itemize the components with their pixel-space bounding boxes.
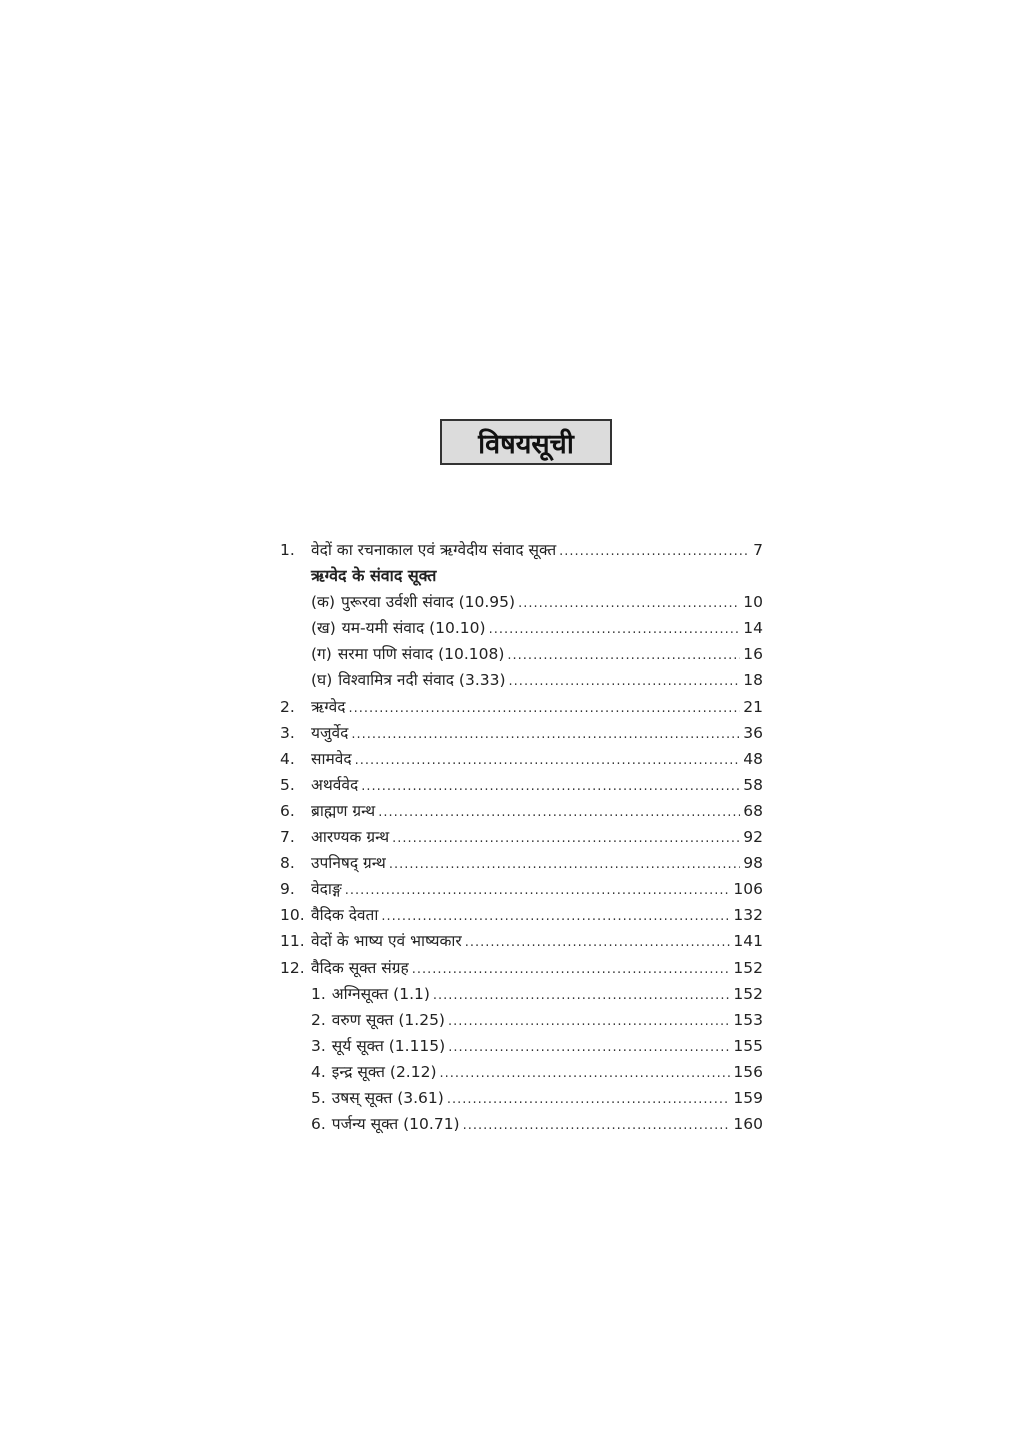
toc-subentry-number: 5. <box>311 1088 326 1107</box>
toc-page-number: 7 <box>753 541 763 559</box>
dot-leader <box>465 935 731 950</box>
dot-leader <box>518 596 740 611</box>
toc-entry-number: 9. <box>280 880 295 899</box>
toc-page-number: 10 <box>743 593 763 612</box>
toc-entry[interactable] <box>280 1086 763 1112</box>
toc-entry-label: यम-यमी संवाद (10.10) <box>341 619 486 638</box>
toc-page-number: 58 <box>743 775 763 794</box>
toc-entry[interactable] <box>280 616 763 642</box>
toc-subentry-number: (ख) <box>311 619 336 638</box>
toc-subentry-number: 2. <box>311 1010 326 1029</box>
toc-subentry-number: (ग) <box>311 645 332 664</box>
dot-leader <box>447 1092 731 1107</box>
toc-entry-label: वेदों का रचनाकाल एवं ऋग्वेदीय संवाद सूक्त <box>311 541 557 559</box>
dot-leader <box>348 701 740 716</box>
toc-entry-number: 6. <box>280 801 295 820</box>
toc-entry-label: यजुर्वेद <box>311 723 349 742</box>
dot-leader <box>448 1040 730 1055</box>
toc-section-heading <box>280 564 763 590</box>
toc-entry-label: सरमा पणि संवाद (10.108) <box>337 645 505 664</box>
toc-entry-number: 11. <box>280 932 305 951</box>
toc-entry-number: 8. <box>280 854 295 873</box>
toc-entry[interactable] <box>280 956 763 982</box>
toc-subentry-number: 4. <box>311 1062 326 1081</box>
toc-entry-number: 1. <box>280 541 295 559</box>
toc-subentry-number: 3. <box>311 1036 326 1055</box>
toc-entry-label: इन्द्र सूक्त (2.12) <box>331 1062 437 1081</box>
toc-page-number: 156 <box>733 1062 763 1081</box>
dot-leader <box>351 727 740 742</box>
toc-entry-label: सूर्य सूक्त (1.115) <box>331 1036 446 1055</box>
toc-page-number: 92 <box>743 828 763 847</box>
toc-page-number: 21 <box>743 697 763 716</box>
dot-leader <box>507 648 740 663</box>
toc-entry[interactable] <box>280 747 763 773</box>
toc-page-number: 16 <box>743 645 763 664</box>
toc-page-number: 155 <box>733 1036 763 1055</box>
toc-entry-label: उपनिषद् ग्रन्थ <box>311 854 386 873</box>
toc-page-number: 98 <box>743 854 763 873</box>
toc-page-number: 152 <box>733 958 763 977</box>
toc-page-number: 48 <box>743 749 763 768</box>
toc-page-number: 36 <box>743 723 763 742</box>
toc-entry-label: वैदिक सूक्त संग्रह <box>311 958 409 977</box>
toc-page-number: 18 <box>743 671 763 690</box>
toc-entry-label: ऋग्वेद <box>311 697 346 716</box>
toc-entry[interactable] <box>280 1008 763 1034</box>
page-title: विषयसूची <box>478 428 574 460</box>
dot-leader <box>448 1014 730 1029</box>
dot-leader <box>559 544 750 559</box>
dot-leader <box>463 1118 731 1133</box>
toc-entry[interactable] <box>280 929 763 955</box>
toc-page-number: 132 <box>733 906 763 925</box>
toc-entry[interactable] <box>280 877 763 903</box>
toc-entry-label: उषस् सूक्त (3.61) <box>331 1088 444 1107</box>
toc-entry[interactable] <box>280 1060 763 1086</box>
dot-leader <box>361 779 740 794</box>
toc-title-box <box>440 419 612 465</box>
dot-leader <box>509 674 741 689</box>
toc-entry-label: ब्राह्मण ग्रन्थ <box>311 801 376 820</box>
toc-page-number: 14 <box>743 619 763 638</box>
toc-entry-label: पुरूरवा उर्वशी संवाद (10.95) <box>341 593 516 612</box>
dot-leader <box>381 909 730 924</box>
toc-entry-label: पर्जन्य सूक्त (10.71) <box>331 1115 460 1134</box>
toc-entry-label: वेदों के भाष्य एवं भाष्यकार <box>311 932 462 951</box>
dot-leader <box>433 988 731 1003</box>
toc-entry-label: अथर्ववेद <box>311 775 359 794</box>
toc-entry[interactable] <box>280 982 763 1008</box>
toc-subentry-number: 1. <box>311 984 326 1003</box>
dot-leader <box>389 857 740 872</box>
toc-entry-label: सामवेद <box>311 749 352 768</box>
toc-page-number: 153 <box>733 1010 763 1029</box>
toc-entry[interactable] <box>280 590 763 616</box>
toc-entry-label: विश्वामित्र नदी संवाद (3.33) <box>338 671 506 690</box>
table-of-contents <box>280 538 763 1138</box>
toc-entry-number: 2. <box>280 697 295 716</box>
toc-entry[interactable] <box>280 1112 763 1138</box>
toc-subentry-number: (घ) <box>311 671 333 690</box>
toc-subentry-number: (क) <box>311 593 335 612</box>
toc-entry[interactable] <box>280 538 763 564</box>
toc-entry[interactable] <box>280 721 763 747</box>
toc-page-number: 68 <box>743 801 763 820</box>
dot-leader <box>355 753 741 768</box>
toc-page-number: 152 <box>733 984 763 1003</box>
toc-page-number: 106 <box>733 880 763 899</box>
toc-entry-label: वरुण सूक्त (1.25) <box>331 1010 445 1029</box>
toc-entry-label: अग्निसूक्त (1.1) <box>331 984 430 1003</box>
toc-entry-label: वैदिक देवता <box>311 906 379 925</box>
dot-leader <box>489 622 741 637</box>
toc-entry-number: 7. <box>280 828 295 847</box>
toc-entry[interactable] <box>280 642 763 668</box>
dot-leader <box>345 883 731 898</box>
toc-entry[interactable] <box>280 903 763 929</box>
toc-entry-number: 3. <box>280 723 295 742</box>
toc-entry-number: 10. <box>280 906 305 925</box>
dot-leader <box>378 805 740 820</box>
toc-heading-label: ऋग्वेद के संवाद सूक्त <box>311 566 437 586</box>
toc-entry[interactable] <box>280 799 763 825</box>
toc-entry[interactable] <box>280 668 763 694</box>
toc-entry[interactable] <box>280 695 763 721</box>
toc-page-number: 159 <box>733 1088 763 1107</box>
toc-entry-number: 4. <box>280 749 295 768</box>
toc-entry[interactable] <box>280 1034 763 1060</box>
toc-entry-label: आरण्यक ग्रन्थ <box>311 828 390 847</box>
toc-subentry-number: 6. <box>311 1115 326 1134</box>
toc-entry-label: वेदाङ्ग <box>311 880 342 899</box>
dot-leader <box>440 1066 731 1081</box>
toc-page-number: 160 <box>733 1115 763 1134</box>
toc-entry-number: 5. <box>280 775 295 794</box>
toc-entry[interactable] <box>280 773 763 799</box>
dot-leader <box>412 962 731 977</box>
toc-page-number: 141 <box>733 932 763 951</box>
dot-leader <box>392 831 740 846</box>
toc-entry-number: 12. <box>280 958 305 977</box>
toc-entry[interactable] <box>280 825 763 851</box>
toc-entry[interactable] <box>280 851 763 877</box>
